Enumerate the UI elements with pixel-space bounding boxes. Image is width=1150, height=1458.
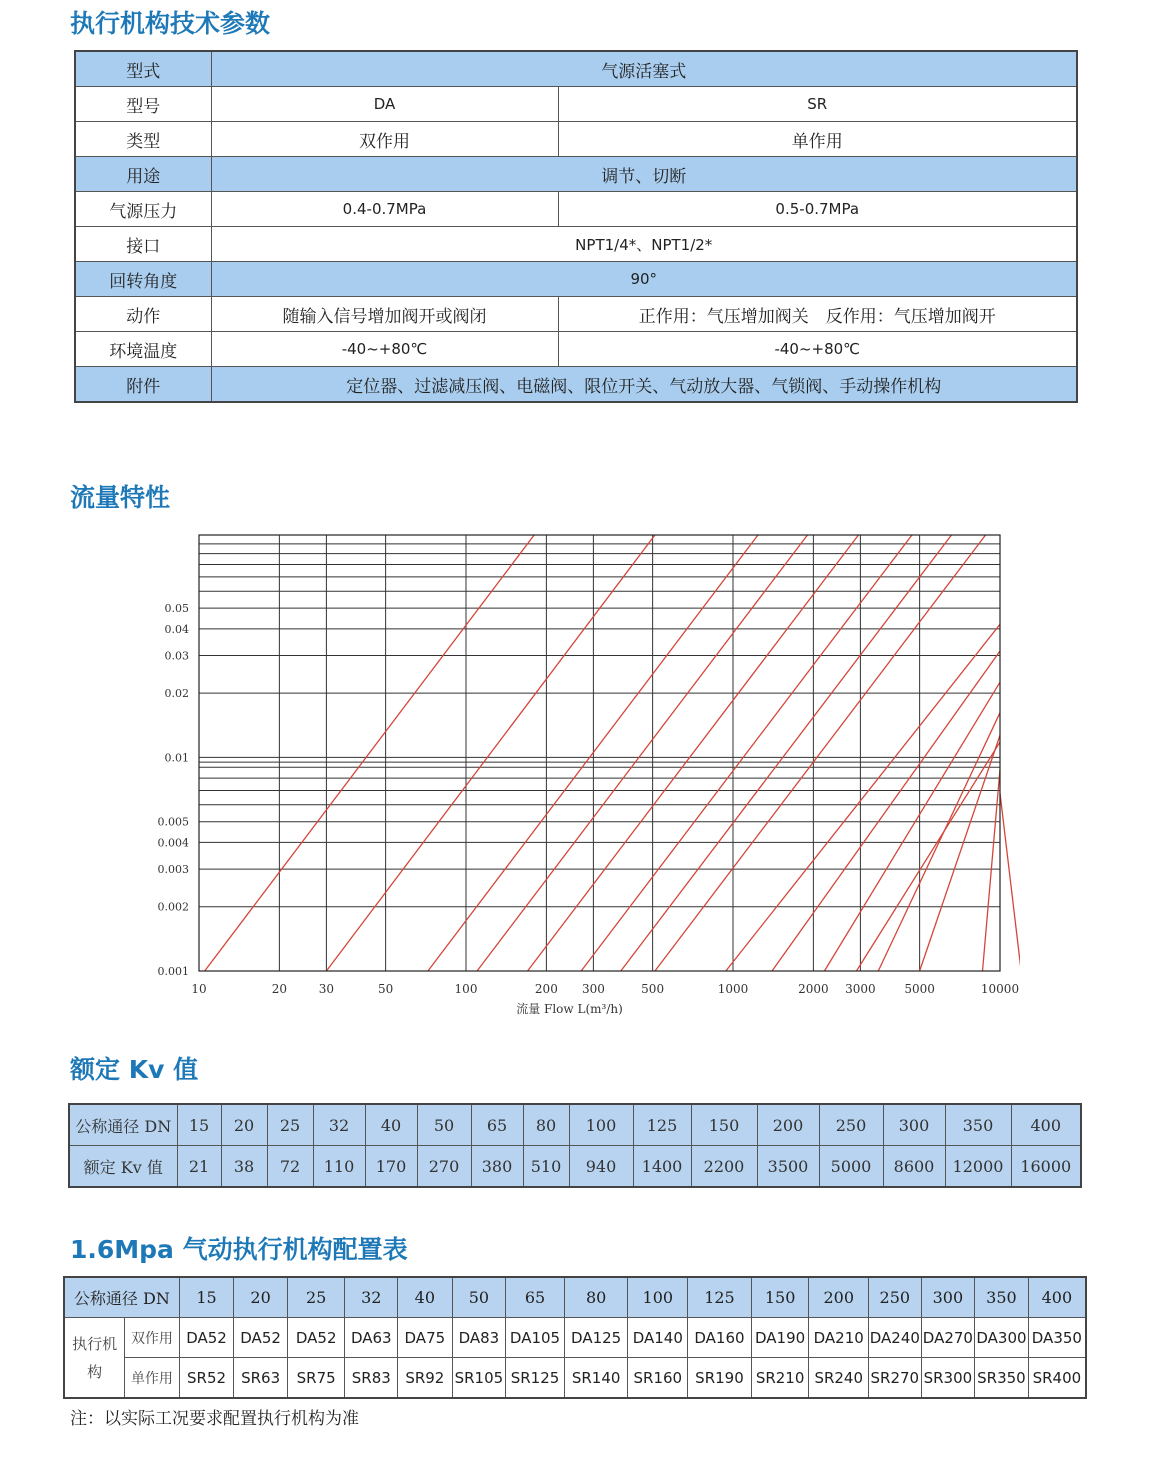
config-sr-cell: SR240 [809, 1358, 869, 1399]
kv-dn-label: 公称通径 DN [69, 1104, 177, 1146]
kv-dn-cell: 125 [633, 1104, 691, 1146]
chart-y-tick-label: 0.01 [164, 751, 189, 765]
kv-value-cell: 72 [267, 1146, 313, 1188]
config-sr-cell: SR300 [921, 1358, 975, 1399]
footnote: 注：以实际工况要求配置执行机构为准 [70, 1409, 359, 1429]
config-sr-cell: SR190 [688, 1358, 752, 1399]
config-sr-cell: SR140 [564, 1358, 628, 1399]
spec-value: 定位器、过滤减压阀、电磁阀、限位开关、气动放大器、气锁阀、手动操作机构 [211, 367, 1077, 403]
config-table [63, 1276, 1087, 1399]
config-dn-cell: 250 [869, 1277, 922, 1318]
config-sr-cell: SR63 [234, 1358, 288, 1399]
config-dn-cell: 350 [975, 1277, 1029, 1318]
chart-x-tick-label: 20 [271, 982, 288, 996]
chart-y-tick-label: 0.02 [164, 687, 189, 701]
spec-label: 气源压力 [75, 192, 211, 227]
kv-dn-row [69, 1104, 1081, 1146]
config-dn-cell: 25 [287, 1277, 345, 1318]
kv-dn-cell: 250 [819, 1104, 883, 1146]
chart-series-line [581, 535, 912, 971]
chart-series-line [528, 535, 859, 971]
config-sr-cell: SR83 [345, 1358, 398, 1399]
chart-x-gridlines [199, 535, 1000, 971]
config-dn-cell: 40 [398, 1277, 453, 1318]
config-da-cell: DA270 [921, 1318, 975, 1358]
spec-row-action [75, 297, 1077, 332]
spec-row-accessories [75, 367, 1077, 403]
kv-dn-cell: 80 [523, 1104, 569, 1146]
spec-value: 90° [211, 262, 1077, 297]
config-dn-row [64, 1277, 1086, 1318]
chart-series-line [655, 535, 986, 971]
kv-value-cell: 21 [177, 1146, 221, 1188]
chart-y-tick-label: 0.001 [157, 965, 189, 978]
chart-x-tick-label: 3000 [845, 982, 876, 996]
config-sr-cell: SR160 [628, 1358, 688, 1399]
spec-label: 用途 [75, 157, 211, 192]
chart-series-line [878, 713, 1000, 971]
chart-series-lines [205, 535, 1020, 971]
config-dn-cell: 65 [506, 1277, 565, 1318]
config-sr-row [64, 1358, 1086, 1399]
kv-dn-cell: 50 [417, 1104, 471, 1146]
config-da-cell: DA52 [179, 1318, 234, 1358]
chart-y-tick-label: 0.003 [157, 863, 189, 877]
spec-value: NPT1/4*、NPT1/2* [211, 227, 1077, 262]
chart-series-line [477, 535, 807, 971]
config-dn-cell: 20 [234, 1277, 288, 1318]
spec-da-value: DA [211, 87, 558, 122]
flow-section-title: 流量特性 [70, 483, 171, 512]
kv-value-cell: 16000 [1011, 1146, 1081, 1188]
kv-value-cell: 1400 [633, 1146, 691, 1188]
spec-label: 型式 [75, 51, 211, 87]
config-da-cell: DA52 [287, 1318, 345, 1358]
kv-value-cell: 940 [569, 1146, 633, 1188]
config-sr-cell: SR75 [287, 1358, 345, 1399]
spec-table [74, 50, 1078, 403]
spec-row-temperature [75, 332, 1077, 367]
chart-y-tick-label: 0.002 [157, 900, 189, 914]
config-da-cell: DA105 [506, 1318, 565, 1358]
kv-value-cell: 170 [365, 1146, 417, 1188]
config-sr-cell: SR105 [452, 1358, 506, 1399]
spec-label: 回转角度 [75, 262, 211, 297]
config-da-cell: DA160 [688, 1318, 752, 1358]
chart-x-tick-label: 10 [191, 982, 207, 996]
config-da-cell: DA210 [809, 1318, 869, 1358]
chart-x-tick-label: 2000 [798, 982, 829, 996]
config-sr-cell: SR210 [751, 1358, 809, 1399]
chart-series-line [856, 742, 1000, 971]
spec-label: 附件 [75, 367, 211, 403]
config-sr-cell: SR400 [1028, 1358, 1086, 1399]
spec-label: 型号 [75, 87, 211, 122]
spec-da-value: 双作用 [211, 122, 558, 157]
chart-y-tick-label: 0.005 [157, 815, 189, 829]
config-group-label: 执行机构 [64, 1318, 125, 1399]
spec-sr-value: SR [558, 87, 1077, 122]
config-da-row [64, 1318, 1086, 1358]
kv-value-cell: 380 [471, 1146, 523, 1188]
spec-row-pressure [75, 192, 1077, 227]
spec-label: 类型 [75, 122, 211, 157]
chart-series-line [824, 682, 1000, 971]
spec-da-value: 0.4-0.7MPa [211, 192, 558, 227]
flow-chart [140, 520, 1020, 1025]
spec-value: 气源活塞式 [211, 51, 1077, 87]
kv-value-cell: 12000 [945, 1146, 1011, 1188]
chart-x-axis-label: 流量 Flow L(m³/h) [516, 1002, 623, 1016]
spec-label: 动作 [75, 297, 211, 332]
spec-row-port [75, 227, 1077, 262]
kv-dn-cell: 15 [177, 1104, 221, 1146]
chart-x-tick-label: 10000 [980, 982, 1020, 996]
chart-series-line [621, 535, 952, 971]
chart-x-tick-label: 5000 [904, 982, 935, 996]
config-dn-cell: 50 [452, 1277, 506, 1318]
config-sr-cell: SR92 [398, 1358, 453, 1399]
chart-x-tick-label: 1000 [717, 982, 749, 996]
chart-series-line [1000, 793, 1020, 971]
config-da-cell: DA240 [869, 1318, 922, 1358]
kv-value-cell: 5000 [819, 1146, 883, 1188]
chart-x-tick-label: 30 [318, 982, 335, 996]
config-dn-cell: 200 [809, 1277, 869, 1318]
kv-dn-cell: 20 [221, 1104, 267, 1146]
config-sr-cell: SR350 [975, 1358, 1029, 1399]
spec-row-usage [75, 157, 1077, 192]
spec-row-style [75, 51, 1077, 87]
config-dn-cell: 300 [921, 1277, 975, 1318]
chart-series-line [726, 624, 1000, 971]
spec-section-title: 执行机构技术参数 [70, 9, 271, 38]
config-dn-cell: 150 [751, 1277, 809, 1318]
chart-x-tick-label: 300 [581, 982, 605, 996]
spec-sr-value: 单作用 [558, 122, 1077, 157]
chart-y-tick-labels [158, 602, 190, 978]
chart-series-line [983, 769, 1000, 971]
config-sr-cell: SR125 [506, 1358, 565, 1399]
kv-dn-cell: 100 [569, 1104, 633, 1146]
spec-sr-value: -40~+80℃ [558, 332, 1077, 367]
kv-value-cell: 8600 [883, 1146, 945, 1188]
chart-x-tick-label: 200 [534, 982, 558, 996]
kv-dn-cell: 32 [313, 1104, 365, 1146]
spec-row-type [75, 122, 1077, 157]
config-da-cell: DA300 [975, 1318, 1029, 1358]
kv-dn-cell: 300 [883, 1104, 945, 1146]
chart-frame [199, 535, 1000, 971]
kv-value-cell: 270 [417, 1146, 471, 1188]
kv-value-cell: 2200 [691, 1146, 757, 1188]
config-section-title: 1.6Mpa 气动执行机构配置表 [70, 1235, 408, 1264]
spec-value: 调节、切断 [211, 157, 1077, 192]
kv-value-cell: 510 [523, 1146, 569, 1188]
kv-dn-cell: 40 [365, 1104, 417, 1146]
config-dn-cell: 125 [688, 1277, 752, 1318]
kv-dn-cell: 400 [1011, 1104, 1081, 1146]
spec-sr-value: 正作用：气压增加阀关 反作用：气压增加阀开 [558, 297, 1077, 332]
chart-x-tick-label: 50 [377, 982, 394, 996]
config-da-cell: DA350 [1028, 1318, 1086, 1358]
spec-label: 环境温度 [75, 332, 211, 367]
kv-table [68, 1103, 1082, 1188]
kv-dn-cell: 200 [757, 1104, 819, 1146]
config-dn-cell: 400 [1028, 1277, 1086, 1318]
spec-label: 接口 [75, 227, 211, 262]
kv-value-cell: 3500 [757, 1146, 819, 1188]
kv-dn-cell: 150 [691, 1104, 757, 1146]
kv-section-title: 额定 Kv 值 [70, 1055, 199, 1084]
config-da-cell: DA52 [234, 1318, 288, 1358]
config-dn-cell: 32 [345, 1277, 398, 1318]
config-da-cell: DA83 [452, 1318, 506, 1358]
chart-x-tick-label: 100 [454, 982, 478, 996]
config-da-cell: DA125 [564, 1318, 628, 1358]
spec-da-value: -40~+80℃ [211, 332, 558, 367]
kv-value-label: 额定 Kv 值 [69, 1146, 177, 1188]
kv-dn-cell: 350 [945, 1104, 1011, 1146]
kv-value-row [69, 1146, 1081, 1188]
config-da-cell: DA75 [398, 1318, 453, 1358]
config-da-cell: DA63 [345, 1318, 398, 1358]
kv-value-cell: 110 [313, 1146, 365, 1188]
chart-x-tick-labels [191, 982, 1019, 996]
chart-series-line [205, 535, 535, 971]
config-dn-cell: 100 [628, 1277, 688, 1318]
spec-da-value: 随输入信号增加阀开或阀闭 [211, 297, 558, 332]
config-sr-cell: SR52 [179, 1358, 234, 1399]
config-da-label: 双作用 [125, 1318, 180, 1358]
chart-y-tick-label: 0.05 [164, 602, 189, 616]
config-dn-label: 公称通径 DN [64, 1277, 179, 1318]
chart-y-tick-label: 0.004 [157, 836, 189, 850]
config-sr-cell: SR270 [869, 1358, 922, 1399]
spec-row-model [75, 87, 1077, 122]
spec-sr-value: 0.5-0.7MPa [558, 192, 1077, 227]
chart-y-tick-label: 0.04 [164, 622, 189, 636]
config-dn-cell: 15 [179, 1277, 234, 1318]
config-dn-cell: 80 [564, 1277, 628, 1318]
kv-value-cell: 38 [221, 1146, 267, 1188]
kv-dn-cell: 65 [471, 1104, 523, 1146]
spec-row-angle [75, 262, 1077, 297]
config-da-cell: DA190 [751, 1318, 809, 1358]
chart-x-tick-label: 500 [641, 982, 665, 996]
config-da-cell: DA140 [628, 1318, 688, 1358]
chart-series-line [326, 535, 655, 971]
kv-dn-cell: 25 [267, 1104, 313, 1146]
chart-y-tick-label: 0.03 [164, 649, 189, 663]
config-sr-label: 单作用 [125, 1358, 180, 1399]
chart-series-line [920, 735, 1000, 971]
